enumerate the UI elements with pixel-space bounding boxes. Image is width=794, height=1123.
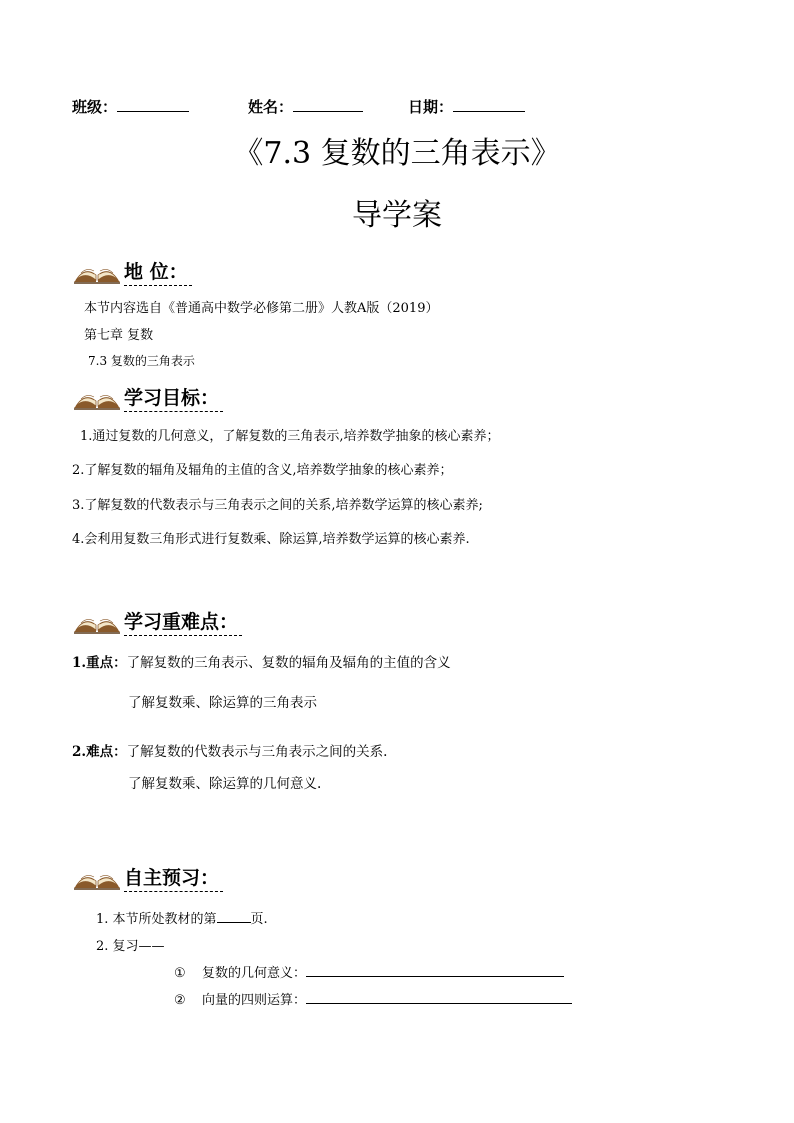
goal-item-2: 2.了解复数的辐角及辐角的主值的含义,培养数学抽象的核心素养； xyxy=(72,463,453,478)
name-blank[interactable] xyxy=(293,97,363,112)
open-book-icon xyxy=(72,862,122,892)
preview-subitem-2-label: 向量的四则运算： xyxy=(201,993,306,1008)
section-heading-label: 学习重难点： xyxy=(124,611,242,636)
vector-operations-blank[interactable] xyxy=(306,989,572,1004)
preview-item-2: 2. 复习—— xyxy=(96,939,165,954)
date-label: 日期： xyxy=(408,98,454,116)
goal-item-1: 1.通过复数的几何意义，了解复数的三角表示,培养数学抽象的核心素养； xyxy=(80,429,500,444)
difficult-point-text-1: 了解复数的代数表示与三角表示之间的关系. xyxy=(126,744,388,760)
preview-subitem-1-label: 复数的几何意义： xyxy=(201,966,306,981)
preview-subitem-1 xyxy=(174,962,564,981)
open-book-icon xyxy=(72,256,122,286)
class-blank[interactable] xyxy=(117,97,189,112)
preview-item-1-suffix: 页. xyxy=(250,912,268,927)
open-book-icon xyxy=(72,382,122,412)
position-line-1: 本节内容选自《普通高中数学必修第二册》人教A版（2019） xyxy=(84,301,439,316)
circled-number-2: ② xyxy=(174,993,186,1008)
section-goals-heading xyxy=(72,378,223,412)
difficult-point-text-2: 了解复数乘、除运算的几何意义. xyxy=(128,776,322,792)
preview-item-1 xyxy=(96,908,268,927)
section-keypoints-heading xyxy=(72,602,242,636)
page-number-blank[interactable] xyxy=(217,908,251,923)
difficult-point-label: 2.难点： xyxy=(72,744,127,760)
geometric-meaning-blank[interactable] xyxy=(306,962,564,977)
difficult-point-row xyxy=(72,740,387,760)
section-heading-label: 学习目标： xyxy=(124,387,223,412)
date-field xyxy=(408,96,525,117)
key-point-label: 1.重点： xyxy=(72,655,127,671)
name-field xyxy=(248,96,363,117)
goal-item-3: 3.了解复数的代数表示与三角表示之间的关系,培养数学运算的核心素养; xyxy=(72,498,483,513)
open-book-icon xyxy=(72,606,122,636)
position-line-2: 第七章 复数 xyxy=(84,328,154,343)
date-blank[interactable] xyxy=(453,97,525,112)
section-heading-label: 自主预习： xyxy=(124,867,223,892)
section-heading-label: 地 位： xyxy=(124,261,192,286)
position-line-3: 7.3 复数的三角表示 xyxy=(88,354,195,368)
document-subtitle: 导学案 xyxy=(352,198,442,233)
name-label: 姓名： xyxy=(248,98,294,116)
section-preview-heading xyxy=(72,858,223,892)
class-field xyxy=(72,96,189,117)
key-point-row xyxy=(72,651,451,671)
document-title: 《7.3 复数的三角表示》 xyxy=(233,136,561,171)
goal-item-4: 4.会利用复数三角形式进行复数乘、除运算,培养数学运算的核心素养. xyxy=(72,532,470,547)
section-position-heading xyxy=(72,252,192,286)
class-label: 班级： xyxy=(72,98,118,116)
key-point-text-1: 了解复数的三角表示、复数的辐角及辐角的主值的含义 xyxy=(126,655,451,671)
key-point-text-2: 了解复数乘、除运算的三角表示 xyxy=(128,695,317,711)
circled-number-1: ① xyxy=(174,966,186,981)
preview-subitem-2 xyxy=(174,989,572,1008)
preview-item-1-prefix: 1. 本节所处教材的第 xyxy=(96,912,217,927)
